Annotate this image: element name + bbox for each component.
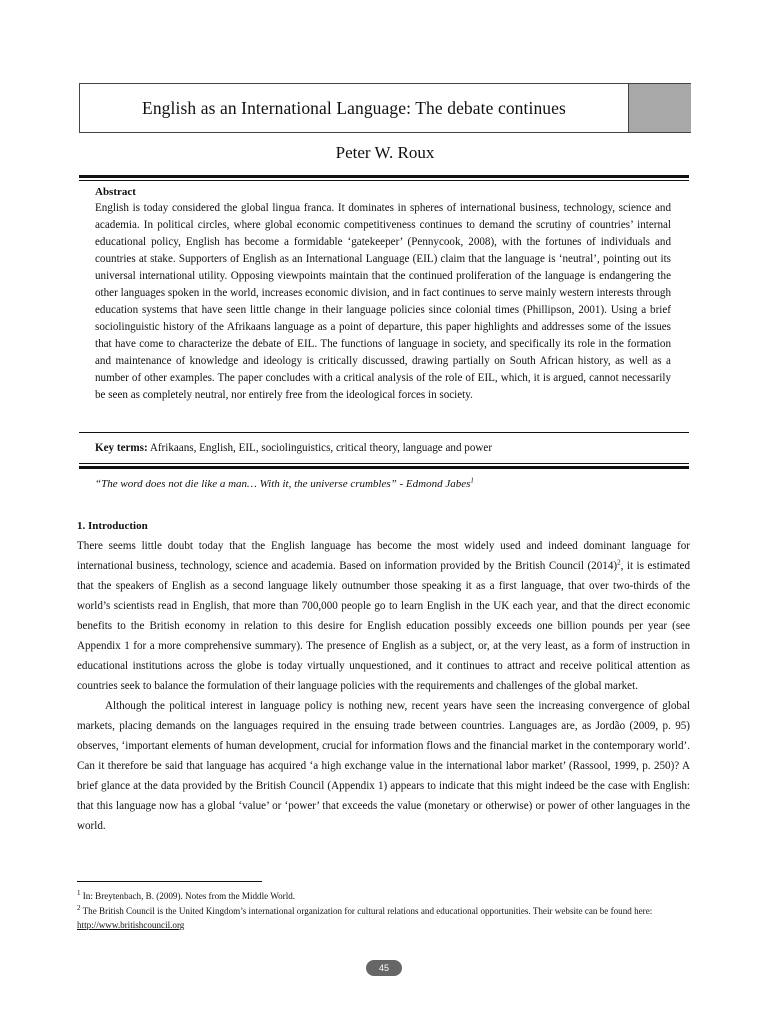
key-terms-text: Afrikaans, English, EIL, sociolinguistics, critical theory, language and power <box>149 442 493 454</box>
footnote-ref-1[interactable]: 1 <box>470 476 474 485</box>
author-name: Peter W. Roux <box>335 143 435 162</box>
abstract-top-rule-thin <box>79 180 689 181</box>
british-council-link[interactable]: http://www.britishcouncil.org <box>77 920 185 930</box>
paragraph-1-part-1: There seems little doubt today that the English language has become the most widely used and indeed dominant language for international business, technology, science and academia. Based on information provided by the British Council (2014) <box>77 540 690 572</box>
footnote-ref-2[interactable]: 2 <box>617 558 621 567</box>
paragraph-1 <box>77 536 690 696</box>
page-number-badge: 45 <box>366 960 402 976</box>
key-terms-label: Key terms: <box>95 442 148 454</box>
title-decoration-square <box>628 84 691 132</box>
title-box <box>79 83 691 133</box>
footnote-separator <box>77 881 262 882</box>
paragraph-1-part-2: , it is estimated that the speakers of English as a second language likely outnumber those speaking it as a first language, that over two-thirds of the world’s scientists read in English, that more than 700,000 people go to learn English in the UK each year, and that the direct economic benefits to the British economy in relation to this desire for English education possibly exceeds one billion pounds per year (see Appendix 1 for a more comprehensive summary). The presence of English as a subject, or, at the very least, as a form of instruction in educational institutions across the globe is today virtually unquestioned, and it continues to attract and receive political attention as countries seek to balance the formulation of their language policies with the requirements and challenges of the global market. <box>77 560 690 692</box>
epigraph-text: “The word does not die like a man… With it, the universe crumbles” - Edmond Jabes <box>95 478 471 490</box>
section-heading: 1. Introduction <box>77 520 148 532</box>
abstract-heading: Abstract <box>95 186 136 198</box>
footnotes <box>77 889 690 933</box>
footnote-number: 1 <box>77 888 81 897</box>
key-terms-bottom-rule <box>79 466 689 469</box>
key-terms-top-rule <box>79 432 689 433</box>
footnote-text: The British Council is the United Kingdom’s international organization for cultural relations and educational opportunities. Their website can be found here: <box>82 905 653 916</box>
abstract-text: English is today considered the global lingua franca. It dominates in spheres of international business, technology, science and academia. In political circles, where global economic competitiveness continues to demand the scrutiny of countries’ internal educational policy, English has become a formidable ‘gatekeeper’ (Pennycook, 2008), with the fortunes of individuals and countries at stake. Supporters of English as an International Language (EIL) claim that the language is ‘neutral’, pointing out its universal international utility. Opposing viewpoints maintain that the continued proliferation of the language is endangering the other languages spoken in the world, increases economic division, and in fact continues to serve mainly western interests through education systems that have seen little change in their language policies since colonial times (Phillipson, 2001). Using a brief sociolinguistic history of the Afrikaans language as a point of departure, this paper highlights and addresses some of the issues that have come to characterize the debate of EIL. The functions of language in society, and specifically its role in the formation and maintenance of knowledge and ideology is critically discussed, drawing partially on South African history, as well as a number of other examples. The paper concludes with a critical analysis of the role of EIL, which, it is argued, cannot necessarily be seen as completely neutral, nor entirely free from the ideological forces in society. <box>95 202 671 401</box>
footnote-1 <box>77 889 690 904</box>
footnote-number: 2 <box>77 903 81 912</box>
footnote-2 <box>77 904 690 933</box>
key-terms <box>95 442 685 454</box>
footnote-text: In: Breytenbach, B. (2009). Notes from the Middle World. <box>82 891 296 901</box>
body-text <box>77 536 690 836</box>
paper-title: English as an International Language: The debate continues <box>142 97 566 118</box>
abstract-top-rule <box>79 175 689 178</box>
key-terms-bottom-rule-thin <box>79 463 689 464</box>
epigraph <box>95 478 474 490</box>
paragraph-2: Although the political interest in language policy is nothing new, recent years have seen the increasing convergence of global markets, placing demands on the languages required in the ensuing trade between countries. Languages are, as Jordão (2009, p. 95) observes, ‘important elements of human development, crucial for information flows and the financial market in the contemporary world’. Can it therefore be said that language has acquired ‘a high exchange value in the international labor market’ (Rassool, 1999, p. 250)? A brief glance at the data provided by the British Council (Appendix 1) appears to indicate that this might indeed be the case with English: that this language now has a global ‘value’ or ‘power’ that exceeds the value (monetary or otherwise) or power of other languages in the world. <box>77 700 690 832</box>
